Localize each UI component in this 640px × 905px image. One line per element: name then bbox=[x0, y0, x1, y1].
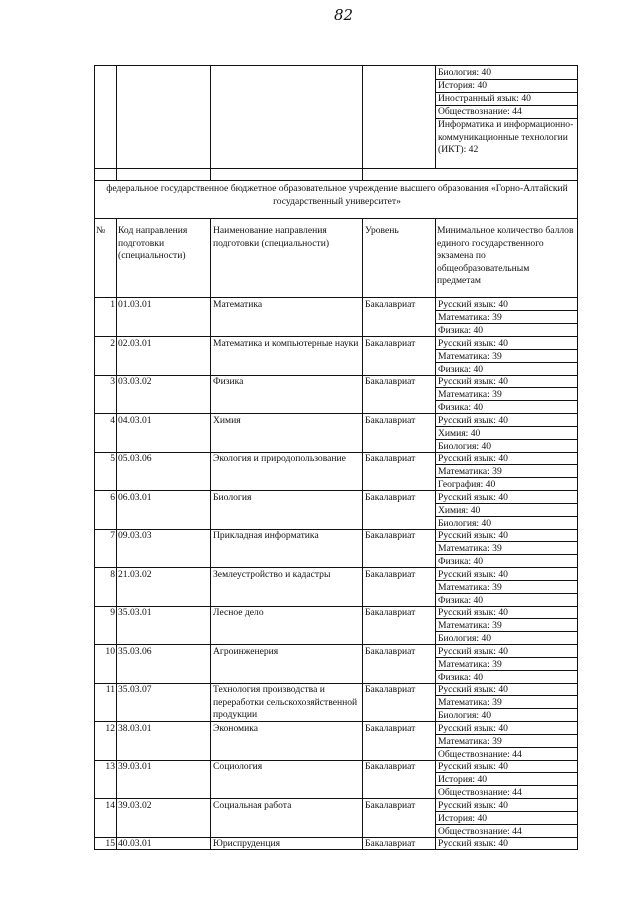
row-subject: Русский язык: 40 bbox=[438, 761, 508, 772]
row-subject: Математика: 39 bbox=[438, 619, 502, 631]
row-code: 35.03.07 bbox=[118, 684, 152, 695]
row-name: Экология и природопользование bbox=[213, 453, 346, 464]
row-level: Бакалавриат bbox=[365, 376, 416, 387]
subject-rule bbox=[435, 657, 577, 658]
table-rule bbox=[362, 605, 363, 644]
row-name: Лесное дело bbox=[213, 607, 264, 618]
row-rule bbox=[94, 606, 578, 607]
table-rule bbox=[94, 605, 95, 644]
row-code: 06.03.01 bbox=[118, 492, 152, 503]
table-rule bbox=[362, 374, 363, 413]
table-rule bbox=[577, 336, 578, 375]
subject-rule bbox=[435, 747, 577, 748]
table-rule bbox=[362, 65, 363, 180]
table-rule bbox=[362, 798, 363, 837]
row-level: Бакалавриат bbox=[365, 838, 416, 849]
table-rule bbox=[577, 528, 578, 567]
institution-title: федеральное государственное бюджетное образовательное учреждение высшего образования «Горно-Алтайский государственный университет» bbox=[106, 183, 568, 207]
row-name: Химия bbox=[213, 415, 241, 426]
row-code: 35.03.06 bbox=[118, 646, 152, 657]
table-rule bbox=[435, 105, 577, 106]
table-rule bbox=[577, 297, 578, 336]
table-rule bbox=[210, 65, 211, 180]
table-rule bbox=[116, 605, 117, 644]
table-rule bbox=[577, 451, 578, 490]
row-subject: Физика: 40 bbox=[438, 555, 484, 567]
table-rule bbox=[210, 567, 211, 606]
row-number: 2 bbox=[110, 338, 115, 349]
row-name: Технология производства и переработки сельскохозяйственной продукции bbox=[213, 684, 358, 721]
table-rule bbox=[210, 528, 211, 567]
table-rule bbox=[210, 721, 211, 760]
row-number: 7 bbox=[110, 530, 115, 541]
subject-rule bbox=[435, 387, 577, 388]
table-rule bbox=[362, 336, 363, 375]
row-subject: Русский язык: 40 bbox=[438, 338, 508, 349]
table-rule bbox=[577, 644, 578, 683]
row-subject: Физика: 40 bbox=[438, 401, 484, 413]
table-rule bbox=[210, 490, 211, 529]
row-code: 01.03.01 bbox=[118, 299, 152, 310]
fragment-subject: Обществознание: 44 bbox=[438, 106, 522, 117]
table-rule bbox=[116, 218, 117, 297]
row-code: 03.03.02 bbox=[118, 376, 152, 387]
table-rule bbox=[362, 451, 363, 490]
table-rule bbox=[94, 168, 578, 169]
row-name: Землеустройство и кадастры bbox=[213, 569, 331, 580]
table-rule bbox=[94, 297, 578, 298]
row-subject: Физика: 40 bbox=[438, 594, 484, 606]
row-level: Бакалавриат bbox=[365, 492, 416, 503]
table-rule bbox=[362, 682, 363, 721]
row-name: Юриспруденция bbox=[213, 838, 281, 849]
table-rule bbox=[577, 567, 578, 606]
table-rule bbox=[116, 336, 117, 375]
table-rule bbox=[210, 644, 211, 683]
row-rule bbox=[94, 336, 578, 337]
table-rule bbox=[116, 528, 117, 567]
row-subject: Русский язык: 40 bbox=[438, 838, 508, 849]
table-rule bbox=[94, 644, 95, 683]
row-code: 38.03.01 bbox=[118, 723, 152, 734]
table-rule bbox=[210, 218, 211, 297]
row-subject: Математика: 39 bbox=[438, 581, 502, 593]
row-level: Бакалавриат bbox=[365, 569, 416, 580]
row-code: 40.03.01 bbox=[118, 838, 152, 849]
table-rule bbox=[210, 682, 211, 721]
table-rule bbox=[435, 413, 436, 452]
row-level: Бакалавриат bbox=[365, 415, 416, 426]
row-subject: География: 40 bbox=[438, 478, 496, 490]
table-rule bbox=[577, 374, 578, 413]
row-level: Бакалавриат bbox=[365, 761, 416, 772]
table-rule bbox=[435, 490, 436, 529]
table-rule bbox=[210, 297, 211, 336]
subject-rule bbox=[435, 541, 577, 542]
table-rule bbox=[435, 759, 436, 798]
row-number: 3 bbox=[110, 376, 115, 387]
row-rule bbox=[94, 644, 578, 645]
row-level: Бакалавриат bbox=[365, 299, 416, 310]
row-subject: Математика: 39 bbox=[438, 735, 502, 747]
fragment-subject: Информатика и информационно-коммуникационные технологии (ИКТ): 42 bbox=[438, 119, 574, 156]
row-number: 5 bbox=[110, 453, 115, 464]
table-rule bbox=[435, 79, 577, 80]
table-rule bbox=[362, 413, 363, 452]
table-rule bbox=[94, 721, 95, 760]
header-code: Код направления подготовки (специальности) bbox=[118, 225, 188, 262]
table-rule bbox=[210, 413, 211, 452]
table-rule bbox=[435, 567, 436, 606]
subject-rule bbox=[435, 670, 577, 671]
header-name: Наименование направления подготовки (специальности) bbox=[213, 225, 330, 249]
table-rule bbox=[94, 218, 95, 297]
table-rule bbox=[116, 644, 117, 683]
fragment-subject: Иностранный язык: 40 bbox=[438, 93, 531, 104]
row-subject: Химия: 40 bbox=[438, 504, 481, 516]
row-rule bbox=[94, 375, 578, 376]
table-rule bbox=[362, 218, 363, 297]
row-rule bbox=[94, 413, 578, 414]
table-rule bbox=[362, 836, 363, 850]
row-level: Бакалавриат bbox=[365, 800, 416, 811]
row-subject: Химия: 40 bbox=[438, 427, 481, 439]
subject-rule bbox=[435, 349, 577, 350]
row-subject: Русский язык: 40 bbox=[438, 299, 508, 310]
fragment-subject: История: 40 bbox=[438, 80, 488, 91]
row-rule bbox=[94, 683, 578, 684]
table-rule bbox=[210, 836, 211, 850]
header-level: Уровень bbox=[365, 225, 399, 236]
subject-rule bbox=[435, 631, 577, 632]
row-subject: Математика: 39 bbox=[438, 542, 502, 554]
row-number: 8 bbox=[110, 569, 115, 580]
table-rule bbox=[116, 798, 117, 837]
row-number: 11 bbox=[105, 684, 115, 695]
table-rule bbox=[435, 682, 436, 721]
subject-rule bbox=[435, 362, 577, 363]
table-rule bbox=[435, 836, 436, 850]
header-min-score: Минимальное количество баллов единого государственного экзамена по общеобразовательным предметам bbox=[437, 225, 574, 287]
row-subject: Биология: 40 bbox=[438, 440, 492, 452]
row-number: 14 bbox=[105, 800, 115, 811]
row-rule bbox=[94, 760, 578, 761]
row-subject: Русский язык: 40 bbox=[438, 453, 508, 464]
table-rule bbox=[116, 451, 117, 490]
row-name: Биология bbox=[213, 492, 252, 503]
row-subject: Математика: 39 bbox=[438, 465, 502, 477]
table-rule bbox=[362, 759, 363, 798]
subject-rule bbox=[435, 824, 577, 825]
row-level: Бакалавриат bbox=[365, 684, 416, 695]
row-subject: Биология: 40 bbox=[438, 632, 492, 644]
table-rule bbox=[116, 374, 117, 413]
row-level: Бакалавриат bbox=[365, 530, 416, 541]
row-subject: Русский язык: 40 bbox=[438, 415, 508, 426]
row-name: Агроинженерия bbox=[213, 646, 279, 657]
row-number: 13 bbox=[105, 761, 115, 772]
table-rule bbox=[435, 605, 436, 644]
table-rule bbox=[435, 118, 577, 119]
row-subject: Русский язык: 40 bbox=[438, 492, 508, 503]
row-name: Математика и компьютерные науки bbox=[213, 338, 359, 349]
table-rule bbox=[362, 567, 363, 606]
row-subject: Физика: 40 bbox=[438, 671, 484, 683]
table-rule bbox=[210, 451, 211, 490]
table-rule bbox=[577, 759, 578, 798]
table-rule bbox=[577, 798, 578, 837]
subject-rule bbox=[435, 477, 577, 478]
table-rule bbox=[577, 413, 578, 452]
table-rule bbox=[94, 336, 95, 375]
table-rule bbox=[116, 759, 117, 798]
table-rule bbox=[94, 180, 578, 181]
table-rule bbox=[435, 721, 436, 760]
row-subject: Физика: 40 bbox=[438, 363, 484, 375]
row-subject: История: 40 bbox=[438, 773, 488, 785]
row-subject: Русский язык: 40 bbox=[438, 569, 508, 580]
table-rule bbox=[362, 644, 363, 683]
table-rule bbox=[435, 92, 577, 93]
row-level: Бакалавриат bbox=[365, 646, 416, 657]
table-rule bbox=[435, 451, 436, 490]
table-rule bbox=[94, 798, 95, 837]
table-rule bbox=[577, 682, 578, 721]
row-subject: История: 40 bbox=[438, 812, 488, 824]
row-rule bbox=[94, 490, 578, 491]
table-rule bbox=[210, 798, 211, 837]
fragment-subject: Биология: 40 bbox=[438, 67, 492, 78]
subject-rule bbox=[435, 516, 577, 517]
row-subject: Русский язык: 40 bbox=[438, 684, 508, 695]
row-rule bbox=[94, 798, 578, 799]
table-rule bbox=[116, 65, 117, 180]
table-rule bbox=[94, 65, 95, 180]
row-subject: Обществознание: 44 bbox=[438, 825, 522, 837]
table-rule bbox=[435, 644, 436, 683]
table-rule bbox=[362, 297, 363, 336]
row-code: 21.03.02 bbox=[118, 569, 152, 580]
table-rule bbox=[577, 605, 578, 644]
row-subject: Русский язык: 40 bbox=[438, 646, 508, 657]
row-subject: Физика: 40 bbox=[438, 324, 484, 336]
subject-rule bbox=[435, 464, 577, 465]
table-rule bbox=[210, 374, 211, 413]
row-code: 39.03.01 bbox=[118, 761, 152, 772]
row-name: Прикладная информатика bbox=[213, 530, 319, 541]
header-number: № bbox=[96, 225, 106, 236]
table-rule bbox=[577, 181, 578, 219]
table-rule bbox=[435, 336, 436, 375]
table-rule bbox=[116, 721, 117, 760]
table-rule bbox=[94, 374, 95, 413]
subject-rule bbox=[435, 708, 577, 709]
row-number: 4 bbox=[110, 415, 115, 426]
row-subject: Математика: 39 bbox=[438, 696, 502, 708]
row-subject: Русский язык: 40 bbox=[438, 800, 508, 811]
table-rule bbox=[435, 218, 436, 297]
table-rule bbox=[94, 490, 95, 529]
table-rule bbox=[94, 65, 578, 66]
table-rule bbox=[577, 836, 578, 850]
table-rule bbox=[577, 490, 578, 529]
subject-rule bbox=[435, 785, 577, 786]
table-rule bbox=[435, 374, 436, 413]
subject-rule bbox=[435, 400, 577, 401]
subject-rule bbox=[435, 695, 577, 696]
row-rule bbox=[94, 529, 578, 530]
row-level: Бакалавриат bbox=[365, 723, 416, 734]
row-name: Социология bbox=[213, 761, 263, 772]
row-code: 04.03.01 bbox=[118, 415, 152, 426]
table-rule bbox=[362, 528, 363, 567]
row-subject: Русский язык: 40 bbox=[438, 376, 508, 387]
subject-rule bbox=[435, 734, 577, 735]
table-rule bbox=[94, 528, 95, 567]
table-rule bbox=[116, 836, 117, 850]
row-subject: Русский язык: 40 bbox=[438, 530, 508, 541]
table-rule bbox=[577, 65, 578, 180]
row-number: 1 bbox=[110, 299, 115, 310]
subject-rule bbox=[435, 310, 577, 311]
table-rule bbox=[94, 451, 95, 490]
row-code: 39.03.02 bbox=[118, 800, 152, 811]
subject-rule bbox=[435, 618, 577, 619]
table-rule bbox=[116, 297, 117, 336]
subject-rule bbox=[435, 503, 577, 504]
row-code: 02.03.01 bbox=[118, 338, 152, 349]
bottom-rule bbox=[94, 849, 578, 850]
row-code: 35.03.01 bbox=[118, 607, 152, 618]
table-rule bbox=[210, 336, 211, 375]
table-rule bbox=[94, 218, 578, 219]
table-rule bbox=[94, 759, 95, 798]
row-subject: Математика: 39 bbox=[438, 350, 502, 362]
row-level: Бакалавриат bbox=[365, 338, 416, 349]
subject-rule bbox=[435, 554, 577, 555]
row-subject: Математика: 39 bbox=[438, 388, 502, 400]
row-rule bbox=[94, 837, 578, 838]
row-code: 05.03.06 bbox=[118, 453, 152, 464]
table-rule bbox=[94, 297, 95, 336]
row-level: Бакалавриат bbox=[365, 607, 416, 618]
row-number: 10 bbox=[105, 646, 115, 657]
row-subject: Русский язык: 40 bbox=[438, 607, 508, 618]
row-name: Социальная работа bbox=[213, 800, 292, 811]
row-code: 09.03.03 bbox=[118, 530, 152, 541]
row-number: 9 bbox=[110, 607, 115, 618]
row-number: 15 bbox=[105, 838, 115, 849]
row-subject: Русский язык: 40 bbox=[438, 723, 508, 734]
table-rule bbox=[94, 413, 95, 452]
table-rule bbox=[116, 413, 117, 452]
table-rule bbox=[210, 759, 211, 798]
row-name: Физика bbox=[213, 376, 244, 387]
table-rule bbox=[577, 721, 578, 760]
subject-rule bbox=[435, 580, 577, 581]
subject-rule bbox=[435, 593, 577, 594]
table-rule bbox=[116, 567, 117, 606]
page-number: 82 bbox=[334, 6, 354, 24]
row-subject: Биология: 40 bbox=[438, 517, 492, 529]
table-rule bbox=[94, 181, 95, 219]
table-rule bbox=[435, 65, 436, 169]
row-number: 12 bbox=[105, 723, 115, 734]
row-rule bbox=[94, 567, 578, 568]
row-rule bbox=[94, 721, 578, 722]
table-rule bbox=[362, 721, 363, 760]
table-rule bbox=[94, 567, 95, 606]
table-rule bbox=[94, 682, 95, 721]
row-subject: Обществознание: 44 bbox=[438, 786, 522, 798]
row-name: Математика bbox=[213, 299, 263, 310]
row-name: Экономика bbox=[213, 723, 259, 734]
row-subject: Обществознание: 44 bbox=[438, 748, 522, 760]
row-subject: Математика: 39 bbox=[438, 311, 502, 323]
row-subject: Биология: 40 bbox=[438, 709, 492, 721]
table-rule bbox=[362, 490, 363, 529]
table-rule bbox=[94, 836, 95, 850]
table-rule bbox=[116, 490, 117, 529]
table-rule bbox=[435, 528, 436, 567]
row-subject: Математика: 39 bbox=[438, 658, 502, 670]
row-level: Бакалавриат bbox=[365, 453, 416, 464]
table-rule bbox=[116, 682, 117, 721]
table-rule bbox=[577, 218, 578, 297]
row-rule bbox=[94, 452, 578, 453]
subject-rule bbox=[435, 426, 577, 427]
subject-rule bbox=[435, 323, 577, 324]
table-rule bbox=[435, 798, 436, 837]
subject-rule bbox=[435, 811, 577, 812]
subject-rule bbox=[435, 439, 577, 440]
subject-rule bbox=[435, 772, 577, 773]
row-number: 6 bbox=[110, 492, 115, 503]
table-rule bbox=[210, 605, 211, 644]
table-rule bbox=[435, 297, 436, 336]
